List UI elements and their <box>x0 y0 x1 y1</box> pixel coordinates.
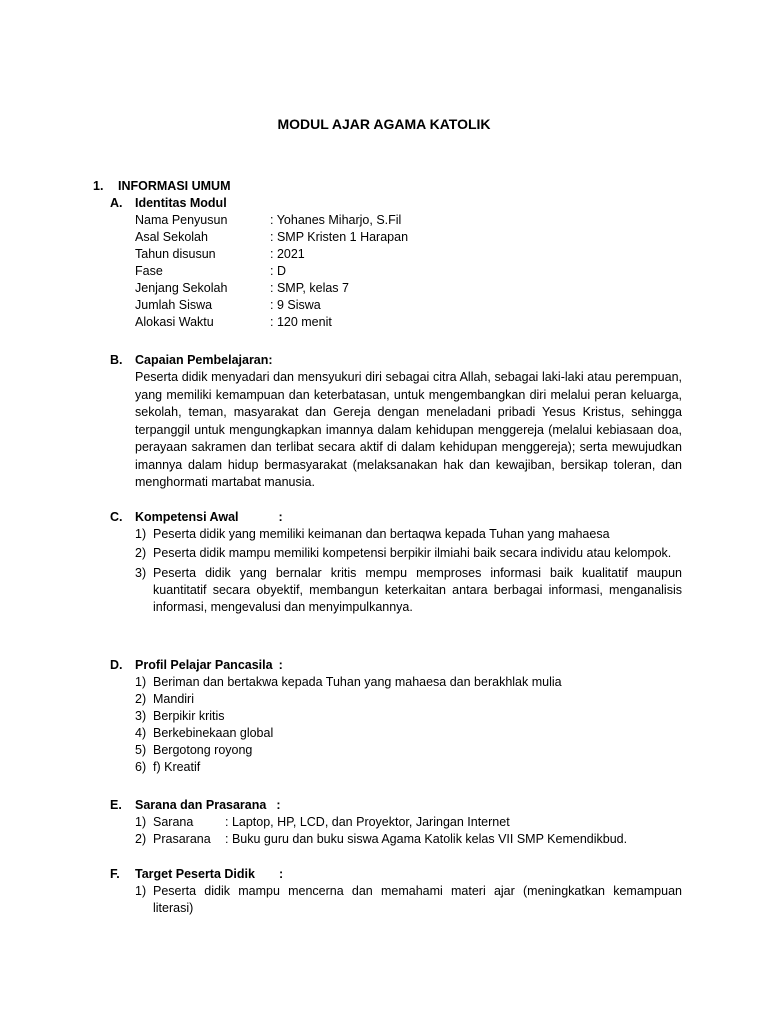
subsection-letter: C. <box>110 510 123 524</box>
subsection-title: Capaian Pembelajaran: <box>135 353 273 367</box>
prasarana-label: Prasarana <box>153 832 211 846</box>
subsection-identitas-modul <box>110 195 682 331</box>
identity-key: Alokasi Waktu <box>135 315 214 329</box>
identity-key: Tahun disusun <box>135 247 216 261</box>
subsection-sarana-prasarana <box>110 797 682 848</box>
subsection-letter: E. <box>110 798 122 812</box>
subsection-target-peserta-didik <box>110 866 682 917</box>
subsection-heading <box>110 797 682 814</box>
identity-row <box>135 280 682 297</box>
identity-key: Jumlah Siswa <box>135 298 213 312</box>
identity-value: : SMP Kristen 1 Harapan <box>270 230 409 244</box>
target-list <box>135 883 682 917</box>
capaian-paragraph: Peserta didik menyadari dan mensyukuri diri sebagai citra Allah, sebagai laki-laki atau perempuan, yang memiliki kemampuan dan keterbatasan, untuk mengembangkan diri melalui peran keluarga, sekolah, teman, masyarakat dan Gereja dengan meneladani pribadi Yesus Kristus, sehingga terpanggil untuk mengungkapkan imannya dalam kehidupan menggereja (melalui kebiasaan doa, perayaan sakramen dan terlibat secara aktif di dalam kehidupan menggereja); serta mewujudkan imannya dalam hidup bermasyarakat (melaksanakan hak dan kewajiban, bersikap toleran, dan menghormati martabat manusia. <box>135 370 682 489</box>
identity-value: : 2021 <box>270 247 305 261</box>
list-number: 2) <box>135 692 147 706</box>
sarana-list <box>135 814 682 848</box>
list-item <box>135 831 682 848</box>
subsection-heading <box>110 866 682 883</box>
list-text: Peserta didik mampu memiliki kompetensi berpikir ilmiahi baik secara individu atau kelompok. <box>153 546 672 560</box>
list-number: 1) <box>135 815 147 829</box>
list-text: Peserta didik yang memiliki keimanan dan bertaqwa kepada Tuhan yang mahaesa <box>153 527 610 541</box>
profil-list <box>135 674 682 776</box>
subsection-title: Sarana dan Prasarana <box>135 798 267 812</box>
identity-key: Jenjang Sekolah <box>135 281 228 295</box>
list-number: 1) <box>135 675 147 689</box>
section-heading <box>93 178 693 195</box>
subsection-heading <box>110 657 682 674</box>
prasarana-value: : Buku guru dan buku siswa Agama Katolik kelas VII SMP Kemendikbud. <box>225 832 628 846</box>
list-text: Beriman dan bertakwa kepada Tuhan yang mahaesa dan berakhlak mulia <box>153 675 562 689</box>
list-number: 6) <box>135 760 147 774</box>
identity-key: Fase <box>135 264 163 278</box>
subsection-letter: B. <box>110 353 123 367</box>
list-number: 1) <box>135 884 147 898</box>
subsection-heading <box>110 352 682 369</box>
list-item <box>135 725 682 742</box>
list-text: f) Kreatif <box>153 760 201 774</box>
subsection-title: Target Peserta Didik <box>135 867 255 881</box>
sarana-label: Sarana <box>153 815 194 829</box>
identity-row <box>135 246 682 263</box>
sarana-value: : Laptop, HP, LCD, dan Proyektor, Jaringan Internet <box>225 815 510 829</box>
heading-colon: : <box>278 867 284 881</box>
list-item <box>135 691 682 708</box>
list-item <box>135 565 682 616</box>
list-text: Berpikir kritis <box>153 709 225 723</box>
identity-row <box>135 212 682 229</box>
subsection-heading <box>110 195 682 212</box>
list-item <box>135 814 682 831</box>
list-item <box>135 742 682 759</box>
list-item <box>135 759 682 776</box>
list-text: Peserta didik yang bernalar kritis mempu memproses informasi baik kualitatif maupun kuantitatif secara obyektif, membangun keterkaitan antara berbagai informasi, menganalisis informasi, mengevalusi dan menyimpulkannya. <box>153 566 682 614</box>
subsection-letter: D. <box>110 658 123 672</box>
list-text: Berkebinekaan global <box>153 726 274 740</box>
list-item <box>135 674 682 691</box>
identity-value: : 9 Siswa <box>270 298 321 312</box>
list-text: Mandiri <box>153 692 194 706</box>
identity-row <box>135 314 682 331</box>
list-text: Peserta didik mampu mencerna dan memahami materi ajar (meningkatkan kemampuan literasi) <box>153 884 682 915</box>
list-item <box>135 526 682 543</box>
subsection-title: Identitas Modul <box>135 196 227 210</box>
list-text: Bergotong royong <box>153 743 253 757</box>
subsection-heading <box>110 509 682 526</box>
heading-colon: : <box>276 798 281 812</box>
list-number: 5) <box>135 743 147 757</box>
section-number: 1. <box>93 179 104 193</box>
identity-row <box>135 297 682 314</box>
list-number: 4) <box>135 726 147 740</box>
list-item <box>135 545 682 562</box>
list-number: 1) <box>135 527 147 541</box>
list-number: 2) <box>135 546 147 560</box>
subsection-capaian-pembelajaran <box>110 352 682 492</box>
heading-colon: : <box>278 658 283 672</box>
identity-row <box>135 263 682 280</box>
document-title: MODUL AJAR AGAMA KATOLIK <box>277 116 491 132</box>
list-number: 3) <box>135 709 147 723</box>
subsection-profil-pelajar-pancasila <box>110 657 682 776</box>
identity-key: Asal Sekolah <box>135 230 208 244</box>
subsection-letter: F. <box>110 867 120 881</box>
identity-table <box>135 212 682 331</box>
identity-value: : D <box>270 264 286 278</box>
subsection-letter: A. <box>110 196 123 210</box>
identity-row <box>135 229 682 246</box>
kompetensi-list <box>135 526 682 616</box>
list-item <box>135 883 682 917</box>
list-item <box>135 708 682 725</box>
section-title: INFORMASI UMUM <box>118 179 231 193</box>
subsection-title: Profil Pelajar Pancasila <box>135 658 273 672</box>
identity-value: : Yohanes Miharjo, S.Fil <box>270 213 402 227</box>
heading-colon: : <box>278 510 283 524</box>
identity-value: : SMP, kelas 7 <box>270 281 349 295</box>
section-informasi-umum <box>93 178 693 195</box>
list-number: 3) <box>135 566 147 580</box>
identity-value: : 120 menit <box>270 315 332 329</box>
identity-key: Nama Penyusun <box>135 213 228 227</box>
list-number: 2) <box>135 832 147 846</box>
subsection-kompetensi-awal <box>110 509 682 616</box>
subsection-title: Kompetensi Awal <box>135 510 239 524</box>
